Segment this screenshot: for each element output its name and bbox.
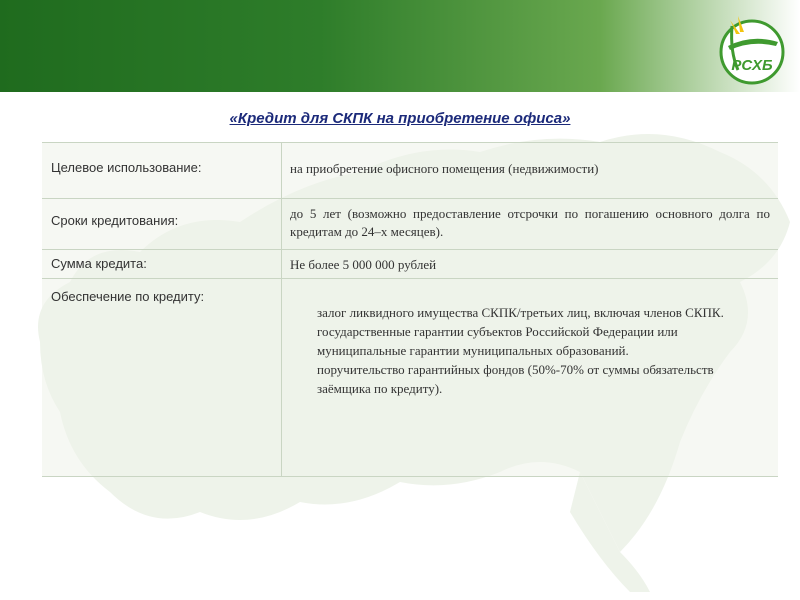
row-label: Сроки кредитования: xyxy=(42,199,282,250)
credit-terms-table xyxy=(42,142,778,477)
page-title: «Кредит для СКПК на приобретение офиса» xyxy=(229,110,571,127)
list-item-text: поручительство гарантийных фондов (50%-70% от суммы обязательств заёмщика по кредиту). xyxy=(317,362,714,396)
row-value: на приобретение офисного помещения (недвижимости) xyxy=(282,143,779,199)
row-label: Целевое использование: xyxy=(42,143,282,199)
list-item-text: государственные гарантии субъектов Российской Федерации или муниципальные гарантии муниципальных образований. xyxy=(317,324,678,358)
header-band xyxy=(0,0,800,92)
list-item xyxy=(317,360,770,398)
row-value xyxy=(282,279,779,477)
row-value: до 5 лет (возможно предоставление отсрочки по погашению основного долга по кредитам до 24–х месяцев). xyxy=(282,199,779,250)
row-label: Сумма кредита: xyxy=(42,250,282,279)
table-row xyxy=(42,250,778,279)
table-row xyxy=(42,143,778,199)
row-value: Не более 5 000 000 рублей xyxy=(282,250,779,279)
table-row xyxy=(42,199,778,250)
row-label: Обеспечение по кредиту: xyxy=(42,279,282,477)
list-item xyxy=(317,322,770,360)
rshb-logo xyxy=(718,12,786,86)
logo-text: РСХБ xyxy=(731,57,773,74)
collateral-list xyxy=(290,303,770,398)
list-item xyxy=(317,303,770,322)
list-item-text: залог ликвидного имущества СКПК/третьих лиц, включая членов СКПК. xyxy=(317,305,724,320)
table-row xyxy=(42,279,778,477)
